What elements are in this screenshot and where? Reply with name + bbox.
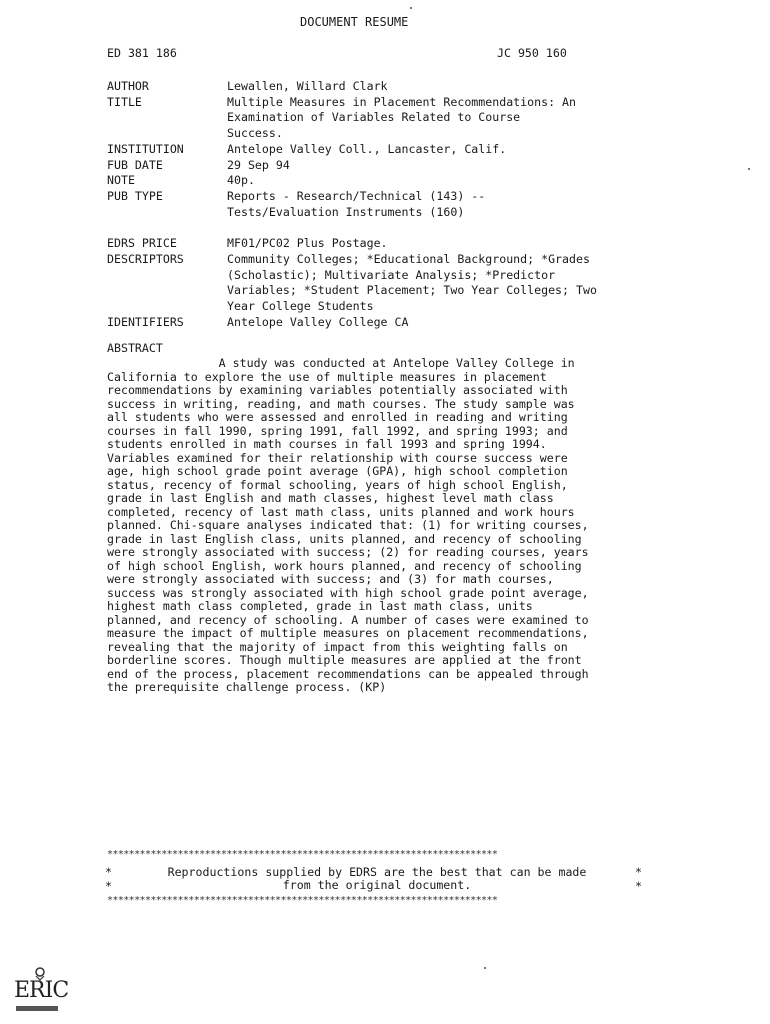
star-right-1: * <box>635 865 642 879</box>
abstract-line: Variables examined for their relationship with course success were <box>107 450 568 465</box>
abstract-line: courses in fall 1990, spring 1991, fall 1992, and spring 1993; and <box>107 423 568 438</box>
reproduction-notice <box>107 866 647 892</box>
metadata-value: MF01/PC02 Plus Postage. <box>227 236 388 251</box>
metadata-label: AUTHOR <box>107 79 149 93</box>
metadata-value: Variables; *Student Placement; Two Year Colleges; Two <box>227 283 597 298</box>
abstract-line: the prerequisite challenge process. (KP) <box>107 680 387 694</box>
jc-number: JC 950 160 <box>497 46 567 60</box>
metadata-label <box>107 283 227 299</box>
metadata-block <box>107 79 667 331</box>
metadata-row <box>107 283 667 299</box>
metadata-value: Community Colleges; *Educational Background; *Grades <box>227 252 590 267</box>
abstract-line: revealing that the majority of impact from this weighting falls on <box>107 639 568 654</box>
speck <box>748 168 750 170</box>
abstract-line: planned. Chi-square analyses indicated that: (1) for writing courses, <box>107 518 589 532</box>
abstract-label: ABSTRACT <box>107 341 163 355</box>
speck <box>410 7 412 9</box>
abstract-line: measure the impact of multiple measures on placement recommendations, <box>107 626 589 640</box>
abstract-line: borderline scores. Though multiple measures are applied at the front <box>107 653 582 667</box>
metadata-value: Lewallen, Willard Clark <box>227 79 388 93</box>
abstract-line: A study was conducted at Antelope Valley College in <box>107 356 575 370</box>
metadata-value: Antelope Valley College CA <box>227 314 409 329</box>
eric-logo-bar <box>16 1006 58 1011</box>
metadata-label <box>107 126 227 142</box>
metadata-row <box>107 205 667 221</box>
metadata-label <box>107 268 227 284</box>
abstract-line: recommendations by examining variables potentially associated with <box>107 383 568 397</box>
abstract-line: all students who were assessed and enrolled in reading and writing <box>107 410 568 424</box>
metadata-label: PUB TYPE <box>107 188 163 203</box>
metadata-value: Success. <box>227 126 283 141</box>
metadata-row <box>107 110 667 126</box>
metadata-label: IDENTIFIERS <box>107 314 184 329</box>
speck <box>484 967 486 969</box>
metadata-label: DESCRIPTORS <box>107 252 184 267</box>
metadata-value: Tests/Evaluation Instruments (160) <box>227 204 465 219</box>
metadata-label: INSTITUTION <box>107 141 184 156</box>
metadata-value: Examination of Variables Related to Course <box>227 110 521 125</box>
metadata-row <box>107 173 667 189</box>
metadata-row <box>107 95 667 111</box>
abstract-line: completed, recency of last math class, units planned and work hours <box>107 504 575 519</box>
metadata-row <box>107 126 667 142</box>
abstract-line: of high school English, work hours planned, and recency of schooling <box>107 558 582 573</box>
metadata-label <box>107 205 227 221</box>
abstract-line: planned, and recency of schooling. A number of cases were examined to <box>107 612 589 627</box>
metadata-value: 40p. <box>227 173 255 188</box>
abstract-line: success in writing, reading, and math courses. The study sample was <box>107 396 575 411</box>
abstract-line: were strongly associated with success; and (3) for math courses, <box>107 572 554 586</box>
abstract-line: students enrolled in math courses in fall 1993 and spring 1994. <box>107 437 547 451</box>
metadata-value: (Scholastic); Multivariate Analysis; *Predictor <box>227 267 556 282</box>
abstract-line: grade in last English class, units planned, and recency of schooling <box>107 531 582 546</box>
abstract-text <box>107 357 647 695</box>
reproduction-line-1: Reproductions supplied by EDRS are the best that can be made <box>167 865 587 879</box>
metadata-value: Antelope Valley Coll., Lancaster, Calif. <box>227 141 507 156</box>
metadata-row <box>107 236 667 252</box>
metadata-value: 29 Sep 94 <box>227 157 290 172</box>
metadata-label: TITLE <box>107 94 142 109</box>
metadata-label <box>107 299 227 315</box>
ed-number: ED 381 186 <box>107 46 177 60</box>
abstract-line: end of the process, placement recommendations can be appealed through <box>107 666 589 681</box>
metadata-label <box>107 110 227 126</box>
abstract-line: were strongly associated with success; (2) for reading courses, years <box>107 545 589 559</box>
star-right-2: * <box>635 879 642 893</box>
metadata-value: Year College Students <box>227 299 374 314</box>
star-left-1: * <box>105 865 112 879</box>
eric-logo-text: ERIC <box>14 978 69 1003</box>
abstract-line: age, high school grade point average (GPA), high school completion <box>107 464 568 478</box>
reproduction-line-2: from the original document. <box>282 878 472 892</box>
metadata-spacer <box>107 220 667 236</box>
metadata-row <box>107 299 667 315</box>
metadata-row <box>107 268 667 284</box>
metadata-row <box>107 158 667 174</box>
abstract-line: grade in last English and math classes, highest level math class <box>107 491 554 505</box>
star-left-2: * <box>105 879 112 893</box>
metadata-row <box>107 79 667 95</box>
star-rule-top: ************************************************************************ <box>107 849 498 860</box>
star-rule-bottom: ************************************************************************ <box>107 895 498 906</box>
metadata-row <box>107 142 667 158</box>
metadata-row <box>107 189 667 205</box>
document-title: DOCUMENT RESUME <box>300 15 409 29</box>
abstract-line: success was strongly associated with high school grade point average, <box>107 585 589 600</box>
abstract-line: highest math class completed, grade in last math class, units <box>107 599 533 613</box>
metadata-value: Multiple Measures in Placement Recommendations: An <box>227 94 577 109</box>
metadata-label: NOTE <box>107 173 135 188</box>
metadata-value: Reports - Research/Technical (143) -- <box>227 188 486 203</box>
abstract-line: California to explore the use of multiple measures in placement <box>107 369 547 384</box>
metadata-label: FUB DATE <box>107 157 163 172</box>
metadata-row <box>107 252 667 268</box>
abstract-line: status, recency of formal schooling, years of high school English, <box>107 477 568 492</box>
metadata-label: EDRS PRICE <box>107 236 177 251</box>
metadata-row <box>107 315 667 331</box>
